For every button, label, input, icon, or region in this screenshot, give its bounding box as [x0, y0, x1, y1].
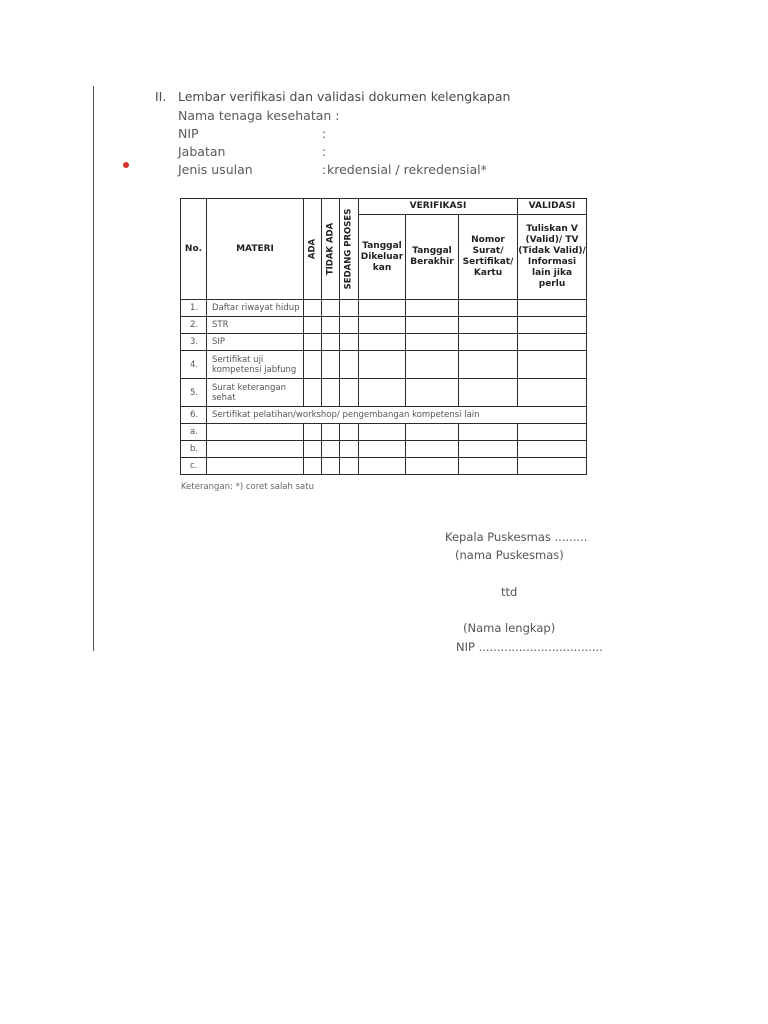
row-no: a. — [181, 424, 207, 441]
field-label-nip: NIP — [178, 126, 199, 141]
cell-ada[interactable] — [304, 424, 322, 441]
cell-materi[interactable] — [207, 458, 304, 475]
verification-table — [180, 198, 587, 475]
row-materi: Sertifikat uji kompetensi jabfung — [207, 351, 304, 379]
row-no: 2. — [181, 317, 207, 334]
section-number: II. — [155, 89, 167, 104]
cell-tidak-ada[interactable] — [322, 379, 340, 407]
cell-sedang-proses[interactable] — [340, 317, 359, 334]
cell-sedang-proses[interactable] — [340, 351, 359, 379]
row-materi: STR — [207, 317, 304, 334]
cell-nomor-surat[interactable] — [459, 379, 518, 407]
header-verifikasi: VERIFIKASI — [359, 199, 518, 215]
row-materi: Surat keterangan sehat — [207, 379, 304, 407]
cell-tanggal-dikeluarkan[interactable] — [359, 317, 406, 334]
cell-nomor-surat[interactable] — [459, 458, 518, 475]
field-colon-jenis-usulan: : — [322, 162, 327, 177]
cell-sedang-proses[interactable] — [340, 334, 359, 351]
cell-tidak-ada[interactable] — [322, 441, 340, 458]
table-row — [181, 300, 587, 317]
header-tidak-ada — [322, 199, 340, 300]
cell-tidak-ada[interactable] — [322, 300, 340, 317]
row-no: c. — [181, 458, 207, 475]
footnote: Keterangan: *) coret salah satu — [181, 482, 314, 492]
row-no: 3. — [181, 334, 207, 351]
table-row — [181, 407, 587, 424]
cell-nomor-surat[interactable] — [459, 424, 518, 441]
table-header-row-1 — [181, 199, 587, 215]
cell-tanggal-berakhir[interactable] — [406, 334, 459, 351]
header-tuliskan: Tuliskan V (Valid)/ TV (Tidak Valid)/ Informasi lain jika perlu — [518, 215, 587, 300]
table-row — [181, 317, 587, 334]
cell-validasi[interactable] — [518, 334, 587, 351]
cell-tanggal-berakhir[interactable] — [406, 441, 459, 458]
field-colon-nip: : — [322, 126, 327, 141]
cell-nomor-surat[interactable] — [459, 351, 518, 379]
cell-nomor-surat[interactable] — [459, 334, 518, 351]
row-materi: Daftar riwayat hidup — [207, 300, 304, 317]
header-tanggal-dikeluarkan: Tanggal Dikeluar kan — [359, 215, 406, 300]
cell-ada[interactable] — [304, 334, 322, 351]
cell-sedang-proses[interactable] — [340, 424, 359, 441]
header-sedang-proses-text: SEDANG PROSES — [343, 208, 354, 290]
header-materi: MATERI — [207, 199, 304, 300]
row-no: 1. — [181, 300, 207, 317]
row-no: 6. — [181, 407, 207, 424]
cell-validasi[interactable] — [518, 458, 587, 475]
cell-tidak-ada[interactable] — [322, 351, 340, 379]
cell-tanggal-berakhir[interactable] — [406, 379, 459, 407]
cell-tanggal-berakhir[interactable] — [406, 317, 459, 334]
table-row — [181, 458, 587, 475]
row-materi: Sertifikat pelatihan/workshop/ pengembangan kompetensi lain — [207, 407, 587, 424]
cell-tanggal-dikeluarkan[interactable] — [359, 424, 406, 441]
signature-nip: NIP .................................. — [456, 640, 603, 654]
header-tanggal-berakhir: Tanggal Berakhir — [406, 215, 459, 300]
signature-name: (Nama lengkap) — [463, 621, 556, 635]
cell-ada[interactable] — [304, 441, 322, 458]
cell-ada[interactable] — [304, 300, 322, 317]
cell-tanggal-dikeluarkan[interactable] — [359, 334, 406, 351]
cell-ada[interactable] — [304, 458, 322, 475]
table-row — [181, 351, 587, 379]
signature-puskesmas: (nama Puskesmas) — [455, 548, 564, 562]
cell-materi[interactable] — [207, 424, 304, 441]
cell-validasi[interactable] — [518, 424, 587, 441]
field-label-jabatan: Jabatan — [178, 144, 226, 159]
table-row — [181, 441, 587, 458]
header-ada — [304, 199, 322, 300]
cell-sedang-proses[interactable] — [340, 458, 359, 475]
bullet-icon — [123, 162, 129, 168]
row-no: 4. — [181, 351, 207, 379]
table-row — [181, 334, 587, 351]
header-ada-text: ADA — [307, 238, 317, 260]
cell-tidak-ada[interactable] — [322, 424, 340, 441]
field-colon-jabatan: : — [322, 144, 327, 159]
margin-line — [93, 86, 94, 651]
cell-tanggal-berakhir[interactable] — [406, 351, 459, 379]
cell-nomor-surat[interactable] — [459, 441, 518, 458]
cell-sedang-proses[interactable] — [340, 441, 359, 458]
table-row — [181, 379, 587, 407]
cell-tanggal-dikeluarkan[interactable] — [359, 351, 406, 379]
header-sedang-proses — [340, 199, 359, 300]
cell-validasi[interactable] — [518, 351, 587, 379]
cell-ada[interactable] — [304, 317, 322, 334]
row-no: b. — [181, 441, 207, 458]
cell-nomor-surat[interactable] — [459, 317, 518, 334]
cell-sedang-proses[interactable] — [340, 379, 359, 407]
cell-tanggal-berakhir[interactable] — [406, 458, 459, 475]
cell-tidak-ada[interactable] — [322, 458, 340, 475]
cell-validasi[interactable] — [518, 441, 587, 458]
cell-tanggal-berakhir[interactable] — [406, 300, 459, 317]
cell-materi[interactable] — [207, 441, 304, 458]
signature-title: Kepala Puskesmas ......... — [445, 530, 588, 544]
cell-tanggal-dikeluarkan[interactable] — [359, 379, 406, 407]
cell-validasi[interactable] — [518, 300, 587, 317]
header-no: No. — [181, 199, 207, 300]
cell-tidak-ada[interactable] — [322, 334, 340, 351]
cell-tanggal-dikeluarkan[interactable] — [359, 441, 406, 458]
header-tidak-ada-text: TIDAK ADA — [325, 222, 335, 276]
cell-tanggal-dikeluarkan[interactable] — [359, 300, 406, 317]
cell-sedang-proses[interactable] — [340, 300, 359, 317]
row-materi: SIP — [207, 334, 304, 351]
cell-ada[interactable] — [304, 379, 322, 407]
field-value-jenis-usulan: kredensial / rekredensial* — [327, 162, 487, 177]
row-no: 5. — [181, 379, 207, 407]
field-label-nama: Nama tenaga kesehatan : — [178, 108, 340, 123]
field-label-jenis-usulan: Jenis usulan — [178, 162, 253, 177]
section-title: Lembar verifikasi dan validasi dokumen kelengkapan — [178, 89, 511, 104]
table-row — [181, 424, 587, 441]
header-validasi: VALIDASI — [518, 199, 587, 215]
cell-tanggal-dikeluarkan[interactable] — [359, 458, 406, 475]
cell-ada[interactable] — [304, 351, 322, 379]
cell-tanggal-berakhir[interactable] — [406, 424, 459, 441]
cell-validasi[interactable] — [518, 317, 587, 334]
signature-ttd: ttd — [501, 585, 518, 599]
cell-tidak-ada[interactable] — [322, 317, 340, 334]
cell-validasi[interactable] — [518, 379, 587, 407]
header-nomor-surat: Nomor Surat/ Sertifikat/ Kartu — [459, 215, 518, 300]
cell-nomor-surat[interactable] — [459, 300, 518, 317]
